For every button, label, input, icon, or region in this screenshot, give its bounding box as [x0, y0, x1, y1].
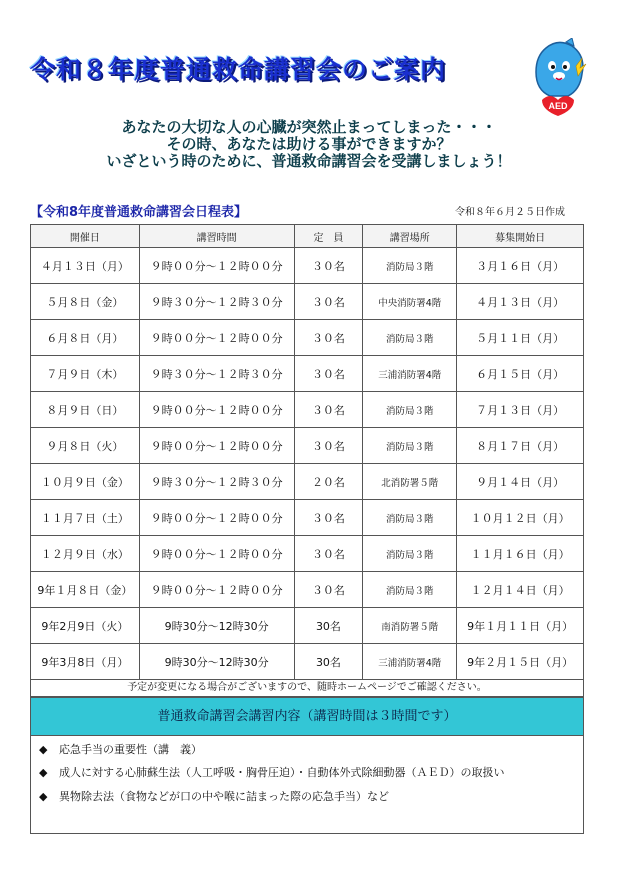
- cell-place: 消防局３階: [363, 536, 457, 572]
- cell-start: １０月１２日（月）: [457, 500, 584, 536]
- cell-date: １２月９日（水）: [31, 536, 140, 572]
- created-date: 令和８年６月２５日作成: [455, 207, 565, 218]
- cell-start: ８月１７日（月）: [457, 428, 584, 464]
- table-row: [31, 644, 584, 680]
- cell-capacity: 30名: [294, 644, 363, 680]
- table-row: [31, 536, 584, 572]
- cell-date: ５月８日（金）: [31, 284, 140, 320]
- cell-capacity: ２０名: [294, 464, 363, 500]
- cell-capacity: ３０名: [294, 536, 363, 572]
- cell-time: ９時００分～１２時００分: [139, 500, 294, 536]
- list-item-text: 応急手当の重要性（講 義）: [59, 743, 202, 756]
- cell-time: 9時30分～12時30分: [139, 644, 294, 680]
- cell-date: ６月８日（月）: [31, 320, 140, 356]
- cell-time: ９時００分～１２時００分: [139, 428, 294, 464]
- table-row: [31, 356, 584, 392]
- course-content-box: [30, 697, 584, 834]
- intro-line-1: あなたの大切な人の心臓が突然止まってしまった・・・: [121, 118, 497, 136]
- cell-place: 消防局３階: [363, 572, 457, 608]
- cell-capacity: 30名: [294, 608, 363, 644]
- cell-start: ３月１６日（月）: [457, 248, 584, 284]
- list-item: [39, 741, 202, 757]
- intro-line-2: その時、あなたは助ける事ができますか？: [166, 135, 452, 153]
- cell-capacity: ３０名: [294, 248, 363, 284]
- cell-date: 9年3月8日（月）: [31, 644, 140, 680]
- table-row: [31, 464, 584, 500]
- page-title: 令和８年度普通救命講習会のご案内: [30, 55, 447, 84]
- cell-start: １２月１４日（月）: [457, 572, 584, 608]
- header-time: 講習時間: [139, 225, 294, 248]
- table-row: [31, 608, 584, 644]
- cell-place: 消防局３階: [363, 428, 457, 464]
- cell-date: １１月７日（土）: [31, 500, 140, 536]
- header-date: 開催日: [31, 225, 140, 248]
- cell-start: 9年１月１１日（月）: [457, 608, 584, 644]
- cell-capacity: ３０名: [294, 428, 363, 464]
- cell-start: ６月１５日（月）: [457, 356, 584, 392]
- cell-place: 中央消防署4階: [363, 284, 457, 320]
- list-item-text: 成人に対する心肺蘇生法（人工呼吸・胸骨圧迫）・自動体外式除細動器（ＡＥＤ）の取扱い: [59, 766, 505, 779]
- table-row: [31, 500, 584, 536]
- cell-time: ９時３０分～１２時３０分: [139, 464, 294, 500]
- table-header-row: [31, 225, 584, 248]
- cell-time: ９時００分～１２時００分: [139, 248, 294, 284]
- cell-place: 南消防署５階: [363, 608, 457, 644]
- diamond-bullet-icon: ◆: [39, 790, 48, 803]
- header-place: 講習場所: [363, 225, 457, 248]
- aed-mascot-icon: [528, 38, 590, 118]
- cell-date: １０月９日（金）: [31, 464, 140, 500]
- cell-start: ９月１４日（月）: [457, 464, 584, 500]
- cell-place: 消防局３階: [363, 392, 457, 428]
- cell-place: 三浦消防署4階: [363, 356, 457, 392]
- table-row: [31, 248, 584, 284]
- cell-start: 9年２月１５日（月）: [457, 644, 584, 680]
- cell-capacity: ３０名: [294, 392, 363, 428]
- cell-place: 消防局３階: [363, 500, 457, 536]
- cell-place: 北消防署５階: [363, 464, 457, 500]
- aed-badge: AED: [548, 101, 568, 111]
- list-item-text: 異物除去法（食物などが口の中や喉に詰まった際の応急手当）など: [59, 790, 389, 803]
- table-row: [31, 392, 584, 428]
- cell-date: 9年2月9日（火）: [31, 608, 140, 644]
- header-start: 募集開始日: [457, 225, 584, 248]
- cell-start: １１月１６日（月）: [457, 536, 584, 572]
- cell-capacity: ３０名: [294, 356, 363, 392]
- cell-date: 9年１月８日（金）: [31, 572, 140, 608]
- cell-time: ９時３０分～１２時３０分: [139, 356, 294, 392]
- cell-time: ９時００分～１２時００分: [139, 536, 294, 572]
- list-item: [39, 788, 389, 804]
- cell-time: ９時００分～１２時００分: [139, 572, 294, 608]
- cell-date: ８月９日（日）: [31, 392, 140, 428]
- table-row: [31, 284, 584, 320]
- cell-date: ７月９日（木）: [31, 356, 140, 392]
- cell-start: ７月１３日（月）: [457, 392, 584, 428]
- cell-start: ４月１３日（月）: [457, 284, 584, 320]
- cell-time: ９時００分～１２時００分: [139, 320, 294, 356]
- cell-capacity: ３０名: [294, 572, 363, 608]
- cell-time: ９時３０分～１２時３０分: [139, 284, 294, 320]
- cell-start: ５月１１日（月）: [457, 320, 584, 356]
- schedule-table: [30, 224, 584, 680]
- course-content-heading: 普通救命講習会講習内容（講習時間は３時間です）: [31, 698, 583, 736]
- cell-capacity: ３０名: [294, 320, 363, 356]
- cell-place: 消防局３階: [363, 248, 457, 284]
- diamond-bullet-icon: ◆: [39, 743, 48, 756]
- cell-capacity: ３０名: [294, 284, 363, 320]
- schedule-title: 【令和8年度普通救命講習会日程表】: [30, 205, 248, 220]
- cell-date: ９月８日（火）: [31, 428, 140, 464]
- cell-place: 三浦消防署4階: [363, 644, 457, 680]
- table-row: [31, 572, 584, 608]
- cell-capacity: ３０名: [294, 500, 363, 536]
- cell-time: ９時００分～１２時００分: [139, 392, 294, 428]
- list-item: [39, 764, 505, 780]
- schedule-notice: 予定が変更になる場合がございますので、随時ホームページでご確認ください。: [30, 679, 584, 697]
- table-row: [31, 320, 584, 356]
- cell-place: 消防局３階: [363, 320, 457, 356]
- intro-line-3: いざという時のために、普通救命講習会を受講しましょう！: [106, 152, 512, 170]
- cell-date: ４月１３日（月）: [31, 248, 140, 284]
- diamond-bullet-icon: ◆: [39, 766, 48, 779]
- header-capacity: 定 員: [294, 225, 363, 248]
- cell-time: 9時30分～12時30分: [139, 608, 294, 644]
- table-row: [31, 428, 584, 464]
